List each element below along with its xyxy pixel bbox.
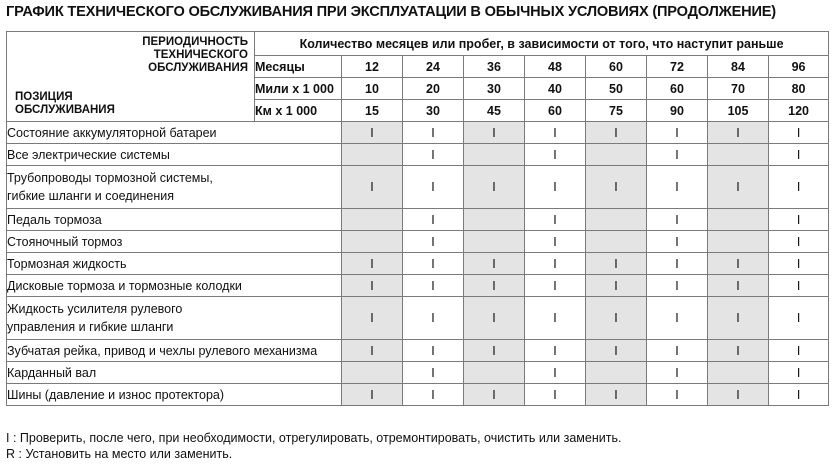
interval-mark-cell: I (403, 275, 464, 297)
item-name-line: Шины (давление и износ протектора) (7, 387, 225, 402)
months-value: 72 (647, 56, 708, 78)
interval-mark-cell: I (708, 253, 769, 275)
interval-mark-cell: I (464, 166, 525, 209)
interval-mark-cell: I (403, 362, 464, 384)
interval-mark-cell: I (464, 122, 525, 144)
item-name (7, 144, 342, 166)
item-name-line: Жидкость усилителя рулевого (7, 302, 183, 316)
interval-mark-cell: I (769, 297, 829, 340)
interval-mark-cell: I (342, 297, 403, 340)
interval-mark-cell: I (586, 275, 647, 297)
months-value: 60 (586, 56, 647, 78)
item-name-line: Зубчатая рейка, привод и чехлы рулевого механизма (7, 343, 318, 358)
position-line-1: ПОЗИЦИЯ (15, 91, 73, 103)
miles-value: 20 (403, 78, 464, 100)
miles-value: 50 (586, 78, 647, 100)
interval-mark-cell: I (342, 122, 403, 144)
interval-mark-cell (342, 144, 403, 166)
page-title: ГРАФИК ТЕХНИЧЕСКОГО ОБСЛУЖИВАНИЯ ПРИ ЭКСПЛУАТАЦИИ В ОБЫЧНЫХ УСЛОВИЯХ (ПРОДОЛЖЕНИЕ) (6, 4, 776, 20)
miles-value: 80 (769, 78, 829, 100)
interval-mark-cell: I (647, 209, 708, 231)
months-label: Месяцы (255, 56, 342, 78)
table-row (7, 253, 829, 275)
item-name-line: Карданный вал (7, 365, 97, 380)
item-name-line: гибкие шланги и соединения (7, 189, 175, 203)
interval-mark-cell: I (647, 166, 708, 209)
miles-value: 40 (525, 78, 586, 100)
legend (6, 430, 621, 462)
legend-line-inspect: I : Проверить, после чего, при необходимости, отрегулировать, отремонтировать, очистить или заменить. (6, 431, 622, 445)
header-corner-cell (7, 32, 255, 122)
interval-mark-cell (464, 144, 525, 166)
interval-mark-cell: I (525, 122, 586, 144)
table-row (7, 275, 829, 297)
interval-mark-cell: I (647, 144, 708, 166)
interval-mark-cell: I (586, 166, 647, 209)
item-name (7, 362, 342, 384)
interval-mark-cell (708, 231, 769, 253)
interval-span-header: Количество месяцев или пробег, в зависимости от того, что наступит раньше (255, 32, 829, 56)
interval-mark-cell: I (647, 231, 708, 253)
position-label (15, 91, 115, 117)
interval-mark-cell: I (464, 297, 525, 340)
interval-mark-cell: I (525, 384, 586, 406)
interval-mark-cell: I (708, 297, 769, 340)
position-line-2: ОБСЛУЖИВАНИЯ (15, 104, 115, 116)
periodicity-label (142, 36, 248, 75)
km-label: Км х 1 000 (255, 100, 342, 122)
interval-mark-cell: I (342, 253, 403, 275)
months-value: 36 (464, 56, 525, 78)
item-name-line: Дисковые тормоза и тормозные колодки (7, 278, 242, 293)
interval-mark-cell: I (586, 253, 647, 275)
periodicity-line-1: ПЕРИОДИЧНОСТЬ (142, 36, 248, 48)
interval-mark-cell: I (769, 275, 829, 297)
interval-mark-cell: I (769, 231, 829, 253)
interval-mark-cell (586, 231, 647, 253)
months-value: 84 (708, 56, 769, 78)
months-value: 12 (342, 56, 403, 78)
interval-mark-cell: I (403, 231, 464, 253)
interval-mark-cell: I (525, 340, 586, 362)
item-name (7, 122, 342, 144)
item-name (7, 275, 342, 297)
months-value: 24 (403, 56, 464, 78)
interval-mark-cell: I (464, 275, 525, 297)
months-value: 48 (525, 56, 586, 78)
item-name (7, 166, 342, 209)
miles-value: 70 (708, 78, 769, 100)
interval-mark-cell: I (525, 362, 586, 384)
table-row (7, 384, 829, 406)
table-row (7, 122, 829, 144)
interval-mark-cell (586, 362, 647, 384)
km-value: 15 (342, 100, 403, 122)
interval-mark-cell: I (586, 122, 647, 144)
interval-mark-cell: I (769, 384, 829, 406)
table-row (7, 166, 829, 209)
interval-mark-cell: I (403, 297, 464, 340)
interval-mark-cell: I (769, 166, 829, 209)
table-row (7, 231, 829, 253)
schedule-table (6, 31, 829, 406)
interval-mark-cell: I (342, 384, 403, 406)
interval-mark-cell: I (647, 362, 708, 384)
interval-mark-cell: I (525, 209, 586, 231)
item-name (7, 384, 342, 406)
periodicity-line-3: ОБСЛУЖИВАНИЯ (148, 62, 248, 74)
interval-mark-cell (464, 209, 525, 231)
km-value: 75 (586, 100, 647, 122)
interval-mark-cell: I (403, 166, 464, 209)
interval-mark-cell: I (403, 209, 464, 231)
interval-mark-cell: I (342, 340, 403, 362)
interval-mark-cell: I (403, 253, 464, 275)
interval-mark-cell (342, 362, 403, 384)
interval-mark-cell: I (342, 166, 403, 209)
item-name (7, 297, 342, 340)
interval-mark-cell: I (525, 275, 586, 297)
interval-mark-cell: I (708, 122, 769, 144)
interval-mark-cell: I (464, 253, 525, 275)
table-row (7, 209, 829, 231)
interval-mark-cell: I (586, 340, 647, 362)
interval-mark-cell: I (525, 297, 586, 340)
interval-mark-cell: I (647, 340, 708, 362)
interval-mark-cell (342, 231, 403, 253)
interval-mark-cell: I (769, 253, 829, 275)
interval-mark-cell: I (769, 122, 829, 144)
item-name-line: Все электрические системы (7, 147, 170, 162)
item-name (7, 231, 342, 253)
interval-mark-cell: I (525, 253, 586, 275)
interval-mark-cell (586, 209, 647, 231)
interval-mark-cell: I (647, 122, 708, 144)
interval-mark-cell: I (769, 362, 829, 384)
interval-mark-cell: I (708, 384, 769, 406)
interval-mark-cell: I (403, 340, 464, 362)
km-value: 30 (403, 100, 464, 122)
interval-mark-cell: I (342, 275, 403, 297)
item-name (7, 209, 342, 231)
interval-mark-cell: I (403, 144, 464, 166)
interval-mark-cell: I (403, 122, 464, 144)
km-value: 60 (525, 100, 586, 122)
interval-mark-cell (586, 144, 647, 166)
interval-mark-cell: I (586, 384, 647, 406)
interval-mark-cell (464, 231, 525, 253)
table-row (7, 340, 829, 362)
interval-mark-cell: I (464, 384, 525, 406)
interval-mark-cell (708, 144, 769, 166)
km-value: 105 (708, 100, 769, 122)
interval-mark-cell: I (708, 275, 769, 297)
interval-mark-cell: I (647, 253, 708, 275)
periodicity-line-2: ТЕХНИЧЕСКОГО (153, 49, 248, 61)
item-name (7, 253, 342, 275)
miles-value: 60 (647, 78, 708, 100)
interval-mark-cell: I (586, 297, 647, 340)
interval-mark-cell: I (647, 275, 708, 297)
miles-value: 30 (464, 78, 525, 100)
item-name-line: Трубопроводы тормозной системы, (7, 171, 213, 185)
legend-line-replace: R : Установить на место или заменить. (6, 447, 233, 461)
km-value: 45 (464, 100, 525, 122)
interval-mark-cell: I (647, 384, 708, 406)
km-value: 120 (769, 100, 829, 122)
interval-mark-cell (708, 362, 769, 384)
table-row (7, 144, 829, 166)
table-row (7, 297, 829, 340)
miles-value: 10 (342, 78, 403, 100)
item-name-line: Тормозная жидкость (7, 256, 127, 271)
interval-mark-cell (464, 362, 525, 384)
header-row-span (7, 32, 829, 56)
item-name (7, 340, 342, 362)
interval-mark-cell: I (708, 166, 769, 209)
interval-mark-cell: I (525, 231, 586, 253)
interval-mark-cell: I (708, 340, 769, 362)
interval-mark-cell (342, 209, 403, 231)
interval-mark-cell: I (769, 209, 829, 231)
item-name-line: Педаль тормоза (7, 212, 102, 227)
interval-mark-cell: I (403, 384, 464, 406)
interval-mark-cell: I (525, 144, 586, 166)
table-row (7, 362, 829, 384)
interval-mark-cell: I (769, 144, 829, 166)
interval-mark-cell: I (647, 297, 708, 340)
interval-mark-cell: I (464, 340, 525, 362)
km-value: 90 (647, 100, 708, 122)
interval-mark-cell: I (525, 166, 586, 209)
item-name-line: Стояночный тормоз (7, 234, 123, 249)
item-name-line: Состояние аккумуляторной батареи (7, 125, 217, 140)
interval-mark-cell: I (769, 340, 829, 362)
interval-mark-cell (708, 209, 769, 231)
months-value: 96 (769, 56, 829, 78)
miles-label: Мили х 1 000 (255, 78, 342, 100)
item-name-line: управления и гибкие шланги (7, 320, 174, 334)
